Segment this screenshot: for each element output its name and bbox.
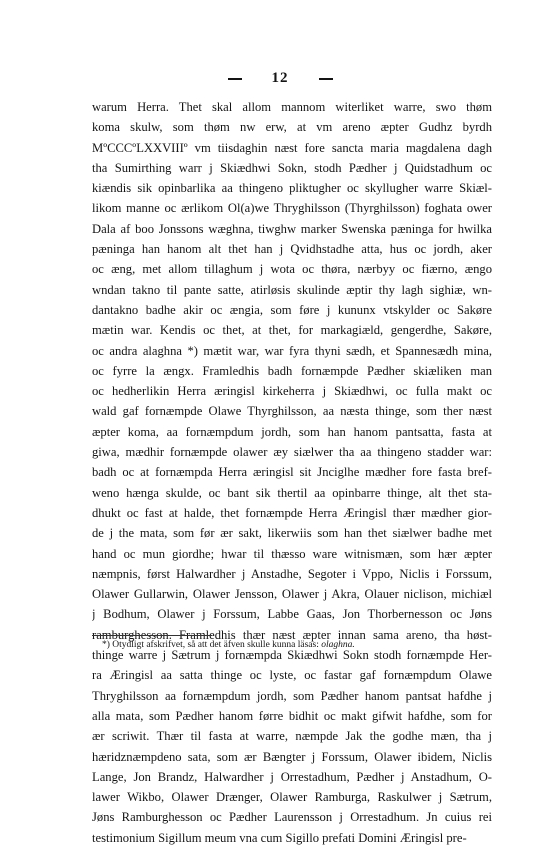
text-line: Thryghilsson aa fornæmpdum jordh, som Pædher hanom pantsat hafdhe j <box>92 688 492 703</box>
text-line: testimonium Sigillum meum vna cum Sigillo prefati Domini Æringisl pre- <box>92 830 467 845</box>
text-line: ær scriwit. Thær til fasta at warre, næmpde Jak the godhe mæn, tha j <box>92 729 492 744</box>
footnote <box>102 640 355 650</box>
text-line: ramburghesson. Framledhis thær næst æpter innan sama areno, tha høst- <box>92 627 492 642</box>
text-line: MºCCCºLXXVIIIº vm tiisdaghin næst fore sancta maria magdalena dagh <box>92 140 492 155</box>
text-line: weno hænga skulde, oc bant sik thertil aa opinbarre thinge, alt thet sta- <box>92 485 492 500</box>
text-line: likom manne oc ærlikom Ol(a)we Thryghilsson (Thyrghilsson) foghata ower <box>92 201 492 216</box>
text-line: j Bodhum, Olawer j Forssum, Labbe Gaas, Jon Thorbernesson oc Jøns <box>92 607 492 622</box>
page-header <box>0 70 560 87</box>
text-line: hand oc mun giordhe; hwar til thæsso ware witnismæn, som hær æpter <box>92 546 492 561</box>
text-line: oc fyrre la ængx. Framledhis badh fornæmpde Pædher skiæliken man <box>92 363 492 378</box>
footnote-rule <box>92 635 212 636</box>
footnote-italic: olaghna. <box>321 640 355 650</box>
text-line: pæninga han hanom alt thet han j Qvidhstadhe atta, hus oc jordh, aker <box>92 242 492 257</box>
text-line: Jøns Ramburghesson oc Pædher Laurensson j Orrestadhum. Jn cuius rei <box>92 810 492 825</box>
text-line: kiændis sik opinbarlika aa thingeno pliktugher oc skyllugher warre Skiæl- <box>92 181 492 196</box>
text-line: wndan takno til pante satte, atirløsis skulinde æptir thy lagh sighiæ, wn- <box>92 282 492 297</box>
text-line: giwa, mædhir fornæmpde olawer æy siælwer tha aa thingeno stadder war: <box>92 445 492 460</box>
text-line: dantakno badhe akir oc ængia, som føre j kununx vtskylder oc Sakøre <box>92 302 492 317</box>
text-line: hæridznæmpdeno sata, som ær Bængter j Forssum, Olawer ibidem, Niclis <box>92 749 492 764</box>
text-line: badh oc at fornæmpda Herra æringisl sit Jnciglhe mædher fore fasta bref- <box>92 465 492 480</box>
text-line: lawer Wikbo, Olawer Drænger, Olawer Ramburga, Raskulwer j Sætrum, <box>92 790 492 805</box>
text-line: Olawer Gullarwin, Olawer Jensson, Olawer j Akra, Olauer niclison, michiæl <box>92 587 492 602</box>
text-line: warum Herra. Thet skal allom mannom witerliket warre, swo thøm <box>92 100 492 114</box>
text-line: wald gaf fornæmpde Olawe Thyrghilsson, aa næsta thinge, som ther næst <box>92 404 492 419</box>
footnote-text: *) Otydligt afskrifvet, så att det äfven skulle kunna läsas: <box>102 640 319 650</box>
page-number: 12 <box>271 70 289 86</box>
text-line: de j the mata, som før ær sakt, likerwiis som han thet siælwer badhe met <box>92 526 492 541</box>
header-dash-left <box>228 78 242 80</box>
text-line: næmpnis, først Halwardher j Anstadhe, Segoter i Vppo, Niclis i Forssum, <box>92 566 492 581</box>
text-line: dhukt oc fast at halde, thet fornæmpde Herra Æringisl thær mædher gior- <box>92 505 492 520</box>
body-text <box>92 97 492 848</box>
text-line: Lange, Jon Brandz, Halwardher j Orrestadhum, Pædher j Anstadhum, O- <box>92 769 492 784</box>
text-line: koma skulw, som thøm nw erw, at vm areno æpter Gudhz byrdh <box>92 120 492 135</box>
text-line: oc æng, met allom tillaghum j wota oc thøra, nærbyy oc fiærno, ængo <box>92 262 492 277</box>
text-line: mætin war. Kendis oc thet, at thet, for markagiæld, gengerdhe, Sakøre, <box>92 323 492 338</box>
text-line: ra Æringisl aa satta thinge oc lyste, oc fastar gaf fornæmpdum Olawe <box>92 668 492 683</box>
text-line: æpter koma, aa fornæmpdum jordh, som han hanom pantsatta, fasta at <box>92 424 492 439</box>
header-dash-right <box>319 78 333 80</box>
text-line: thinge warre j Sætrum j fornæmpda Skiædhwi Sokn stodh fornæmpde Her- <box>92 648 492 663</box>
text-line: alla mata, som Pædher hanom førre bidhit oc makt gifwit hafdhe, som for <box>92 708 492 723</box>
text-line: tha Sumirthing warr j Skiædhwi Sokn, stodh Pædher j Quidstadhum oc <box>92 160 492 175</box>
text-line: oc hedherlikin Herra æringisl kirkeherra j Skiædhwi, oc fulla makt oc <box>92 384 492 399</box>
text-line: oc andra alaghna *) mætit war, war fyra thyni sædh, et Spannesædh mina, <box>92 343 492 358</box>
text-line: Dala af boo Jonssons wæghna, tiwghw marker Swenska pæninga for hwilka <box>92 221 492 236</box>
